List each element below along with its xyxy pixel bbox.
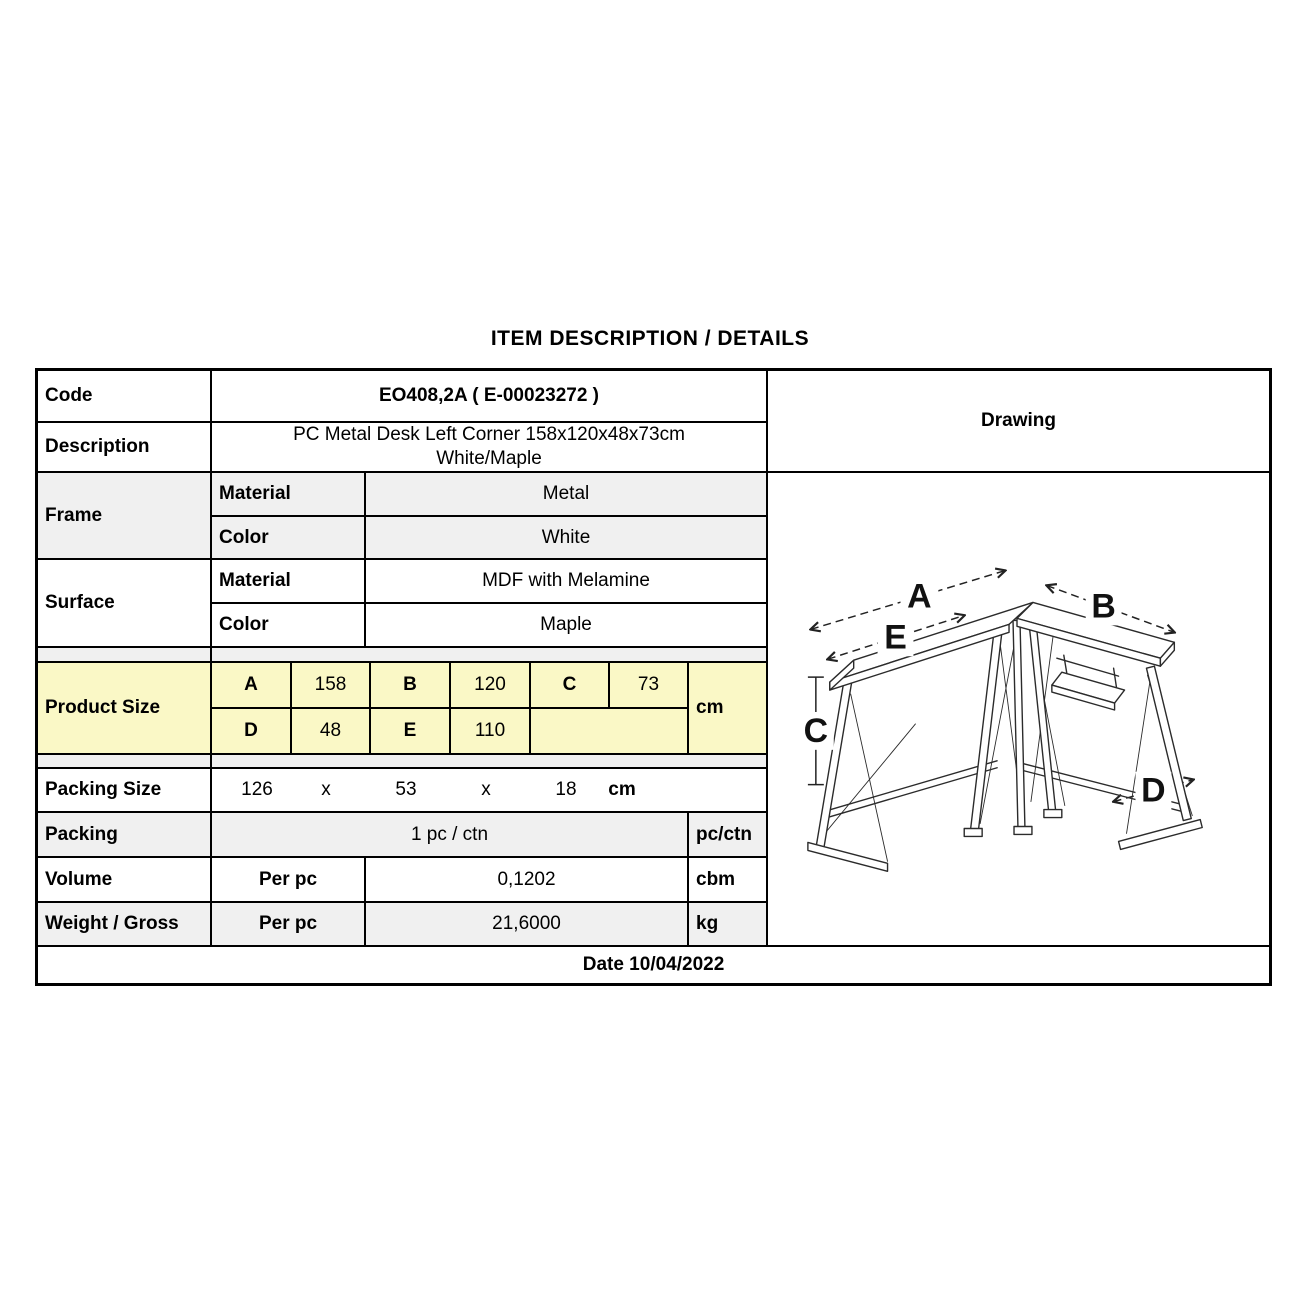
weight-label: Weight / Gross bbox=[38, 903, 212, 947]
packing-size-sep-2: x bbox=[481, 779, 491, 800]
spacer-row-1-left bbox=[38, 648, 212, 663]
packing-label: Packing bbox=[38, 813, 212, 858]
packing-size-value bbox=[212, 769, 768, 813]
item-details-table bbox=[35, 368, 1272, 986]
frame-color-label: Color bbox=[212, 517, 366, 560]
description-label: Description bbox=[38, 423, 212, 473]
volume-value: 0,1202 bbox=[366, 858, 689, 903]
drawing-dim-label-e: E bbox=[884, 618, 907, 657]
product-size-e-label: E bbox=[371, 709, 451, 755]
surface-material-label: Material bbox=[212, 560, 366, 604]
product-size-a-label: A bbox=[212, 663, 292, 709]
description-line-2: White/Maple bbox=[436, 448, 542, 469]
packing-size-length: 126 bbox=[241, 779, 273, 800]
weight-per-pc: Per pc bbox=[212, 903, 366, 947]
product-size-empty-cell bbox=[531, 709, 689, 755]
description-line-1: PC Metal Desk Left Corner 158x120x48x73cm bbox=[293, 424, 685, 445]
packing-size-sep-1: x bbox=[321, 779, 331, 800]
drawing-header: Drawing bbox=[768, 371, 1269, 473]
drawing-dim-label-c: C bbox=[803, 711, 829, 750]
spacer-row-2-left bbox=[38, 755, 212, 769]
code-value: EO408,2A ( E-00023272 ) bbox=[212, 371, 768, 423]
surface-color-value: Maple bbox=[366, 604, 768, 648]
spacer-row-2-right bbox=[212, 755, 768, 769]
packing-unit: pc/ctn bbox=[689, 813, 768, 858]
frame-material-value: Metal bbox=[366, 473, 768, 517]
volume-label: Volume bbox=[38, 858, 212, 903]
packing-size-height: 18 bbox=[555, 779, 577, 800]
date-row: Date 10/04/2022 bbox=[582, 954, 725, 975]
surface-color-label: Color bbox=[212, 604, 366, 648]
packing-size-width: 53 bbox=[395, 779, 417, 800]
drawing-dim-label-a: A bbox=[907, 577, 932, 616]
product-size-b-label: B bbox=[371, 663, 451, 709]
desk-figure bbox=[808, 602, 1202, 871]
product-size-label: Product Size bbox=[38, 663, 212, 755]
keyboard-tray bbox=[1052, 655, 1125, 710]
product-size-c-label: C bbox=[531, 663, 610, 709]
product-size-a-value: 158 bbox=[292, 663, 371, 709]
product-size-b-value: 120 bbox=[451, 663, 531, 709]
drawing-cell bbox=[768, 473, 1269, 947]
frame-material-label: Material bbox=[212, 473, 366, 517]
frame-color-value: White bbox=[366, 517, 768, 560]
product-size-e-value: 110 bbox=[451, 709, 531, 755]
weight-value: 21,6000 bbox=[366, 903, 689, 947]
code-label: Code bbox=[38, 371, 212, 423]
surface-material-value: MDF with Melamine bbox=[366, 560, 768, 604]
drawing-dim-label-d: D bbox=[1141, 771, 1166, 810]
product-size-d-value: 48 bbox=[292, 709, 371, 755]
surface-label: Surface bbox=[38, 560, 212, 648]
frame-label: Frame bbox=[38, 473, 212, 560]
packing-size-label: Packing Size bbox=[38, 769, 212, 813]
volume-per-pc: Per pc bbox=[212, 858, 366, 903]
packing-value: 1 pc / ctn bbox=[212, 813, 689, 858]
description-value bbox=[212, 423, 768, 473]
spacer-row-1-right bbox=[212, 648, 768, 663]
weight-unit: kg bbox=[689, 903, 768, 947]
product-size-c-value: 73 bbox=[610, 663, 689, 709]
drawing-dim-label-b: B bbox=[1091, 587, 1116, 626]
packing-size-unit: cm bbox=[608, 779, 636, 800]
volume-unit: cbm bbox=[689, 858, 768, 903]
product-size-unit: cm bbox=[689, 663, 768, 755]
page-title: ITEM DESCRIPTION / DETAILS bbox=[490, 327, 810, 350]
desk-drawing bbox=[768, 473, 1267, 945]
product-size-d-label: D bbox=[212, 709, 292, 755]
dimension-lines bbox=[808, 571, 1193, 802]
